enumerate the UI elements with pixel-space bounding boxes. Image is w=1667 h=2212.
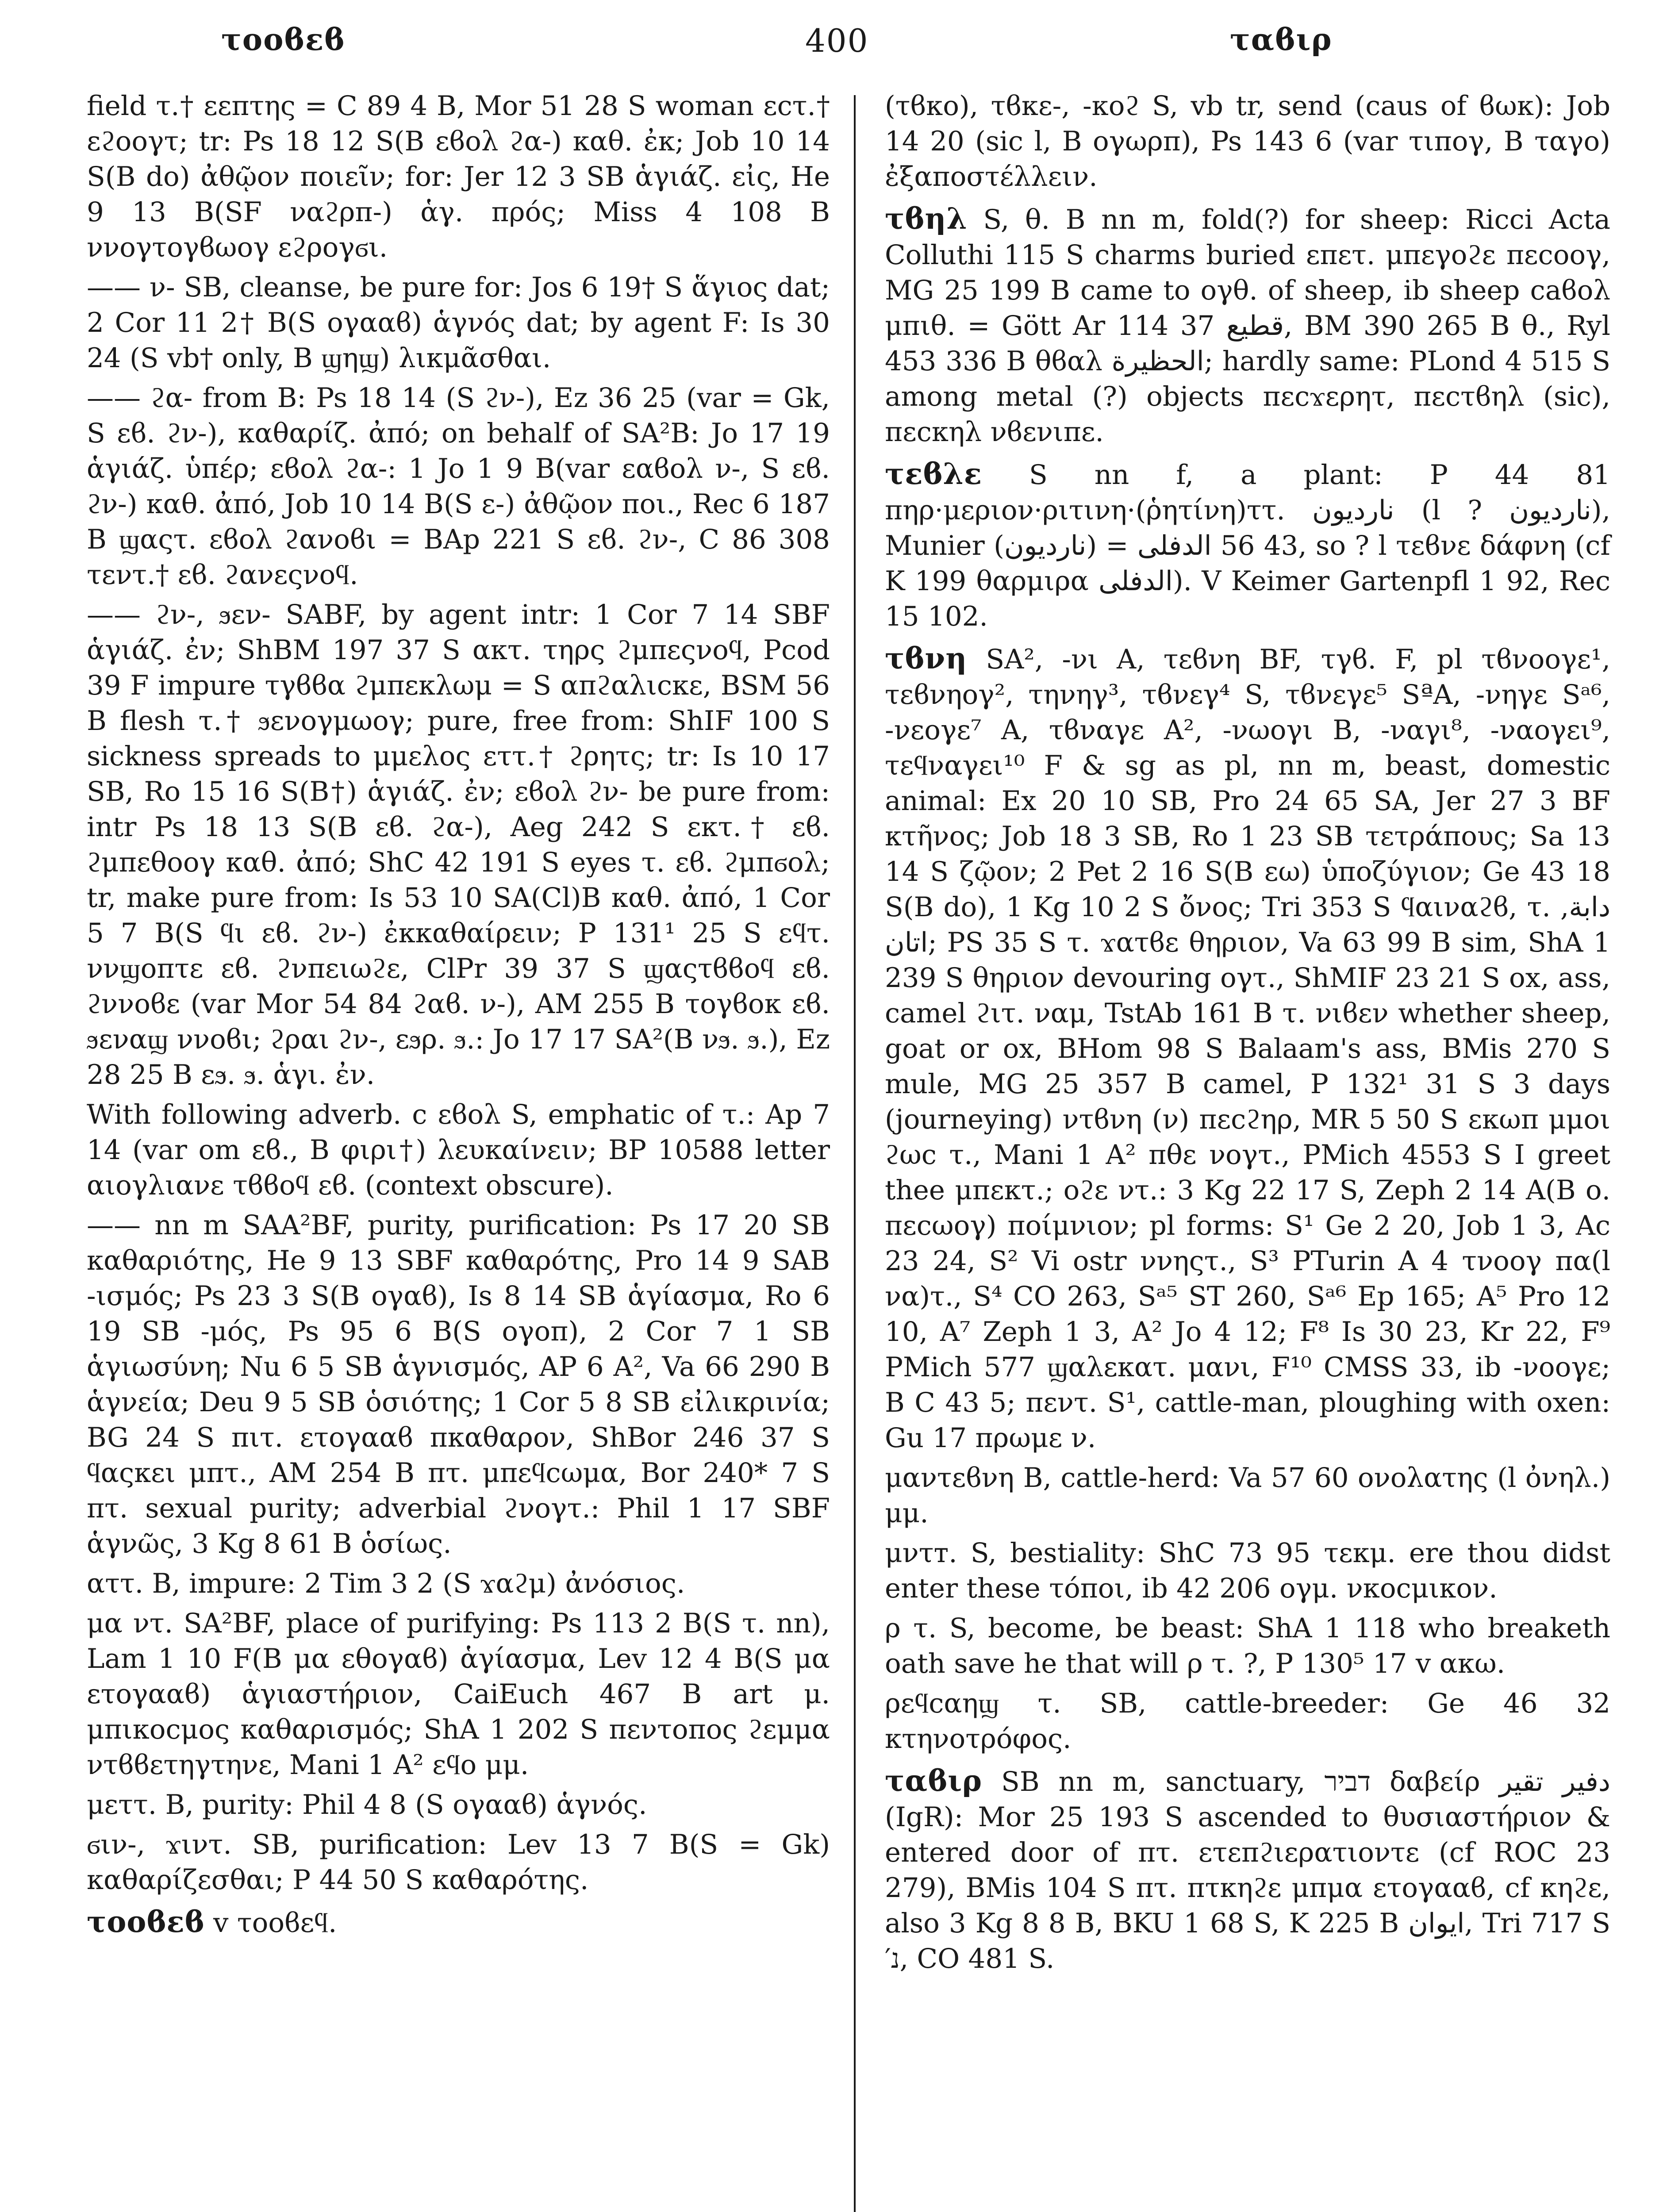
sub-entry: —— ν- SB, cleanse, be pure for: Jos 6 19† S ἅγιος dat; 2 Cor 11 2† B(S ογααϐ) ἁγνός dat; by agent F: Is 30 24 (S vb† only, B ϣηϣ) λικμᾶσθαι. <box>87 272 830 374</box>
dictionary-entry <box>885 456 1610 634</box>
entry-paragraph: μεττ. B, purity: Phil 4 8 (S ογααϐ) ἁγνός. <box>87 1789 647 1820</box>
entry-paragraph: With following adverb. c εϐολ S, emphatic of τ.: Ap 7 14 (var om εϐ., B φιρι†) λευκαίνειν; BP 10588 letter αιογλιανε τϐϐοϥ εϐ. (context obscure). <box>87 1099 830 1201</box>
entry-headword: τϐνη <box>885 641 968 676</box>
entry-headword: ταϐιρ <box>885 1763 983 1798</box>
entry-paragraph: ρ τ. S, become, be beast: ShA 1 118 who breaketh oath save he that will ρ τ. ?, P 130⁵ 17 v ακω. <box>885 1613 1610 1679</box>
entry-paragraph: μα ντ. SA²BF, place of purifying: Ps 113 2 B(S τ. nn), Lam 1 10 F(B μα εθογαϐ) ἁγίασμα, Lev 12 4 B(S μα ετογααϐ) ἁγιαστήριον, CaiEuch 467 B art μ. μπικοcμος καθαρισμός; ShA 1 202 S πεντοπος ϩεμμα ντϐϐετηγτηνε, Mani 1 A² εϥο μμ. <box>87 1608 830 1781</box>
entry-paragraph: ϭιν-, ϫιντ. SB, purification: Lev 13 7 B(S = Gk) καθαρίζεσθαι; P 44 50 S καθαρότης. <box>87 1829 830 1896</box>
entry-headword: τοοϐεϐ <box>87 1905 205 1939</box>
column-divider <box>854 95 856 2212</box>
entry-text: S nn f, a plant: P 44 81 πηρ·μεριον·ριτινη·(ῥητίνη)ττ. نارديون (l ? نارديون), Munier (نارديون) = 43 56 الدفلى, so ? l τεϐνε δάφνη (cf K 199 θαρμιρα الدفلى). V Keimer Gartenpfl 1 92, Rec 15 102. <box>885 459 1610 632</box>
entry-paragraph: field τ.† εεπτης = C 89 4 B, Mor 51 28 S woman εcτ.† εϩοογτ; tr: Ps 18 12 S(B εϐολ ϩα-) καθ. ἐκ; Job 10 14 S(B do) ἀθῷον ποιεῖν; for: Jer 12 3 SB ἁγιάζ. εἰς, He 9 13 B(SF ναϩρπ-) ἁγ. πρός; Miss 4 108 B ννογτογϐωογ εϩρογϭι. <box>87 90 830 263</box>
left-column <box>87 88 830 1945</box>
entry-headword: τεϐλε <box>885 457 982 491</box>
entry-text: SA², -νι A, τεϐνη BF, τγϐ. F, pl τϐνοογε¹, τεϐνηογ², τηνηγ³, τϐνεγ⁴ S, τϐνεγε⁵ SªA, -νηγε Sᵃ⁶, -νεογε⁷ A, τϐναγε A², -νωογι B, -ναγι⁸, -ναογει⁹, τεϥναγει¹⁰ F & sg as pl, nn m, beast, domestic animal: Ex 20 10 SB, Pro 24 65 SA, Jer 27 3 BF κτῆνος; Job 18 3 SB, Ro 1 23 SB τετράπους; Sa 13 14 S ζῷον; 2 Pet 2 16 S(B εω) ὑποζύγιον; Ge 43 18 S(B do), 1 Kg 10 2 S ὄνος; Tri 353 S ϥαιναϩϐ, τ. دابة, اتان; PS 35 S τ. ϫατϐε θηριον, Va 63 99 B sim, ShA 1 239 S θηριον devouring ογτ., ShMIF 23 21 S ox, ass, camel ϩιτ. ναμ, TstAb 161 B τ. νιϐεν whether sheep, goat or ox, BHom 98 S Balaam's ass, BMis 270 S mule, MG 25 357 B camel, P 132¹ 31 S 3 days (journeying) ντϐνη (ν) πεcϩηρ, MR 5 50 S εκωπ μμοι ϩωc τ., Mani 1 A² πθε νογτ., PMich 4553 S I greet thee μπεκτ.; οϩε ντ.: 3 Kg 22 17 S, Zeph 2 14 A(B ο. πεcωογ) ποίμνιον; pl forms: S¹ Ge 2 20, Job 1 3, Ac 23 24, S² Vi ostr ννηςτ., S³ PTurin A 4 τνοογ πα(l να)τ., S⁴ CO 263, Sᵃ⁵ ST 260, Sᵃ⁶ Ep 165; A⁵ Pro 12 10, A⁷ Zeph 1 3, A² Jo 4 12; F⁸ Is 30 23, Kr 22, F⁹ PMich 577 ϣαλεκατ. μανι, F¹⁰ CMSS 33, ib -νοογε; B C 43 5; πεντ. S¹, cattle-man, ploughing with oxen: Gu 17 πρωμε ν. <box>885 644 1610 1454</box>
right-column <box>885 88 1610 1981</box>
sub-entry: —— ϩα- from B: Ps 18 14 (S ϩν-), Ez 36 25 (var = Gk, S εϐ. ϩν-), καθαρίζ. ἀπό; on behalf of SA²B: Jo 17 19 ἁγιάζ. ὑπέρ; εϐολ ϩα-: 1 Jo 1 9 B(var εαϐολ ν-, S εϐ. ϩν-) καθ. ἀπό, Job 10 14 B(S ε-) ἀθῷον ποι., Rec 6 187 B ϣαςτ. εϐολ ϩανοϐι = BAp 221 S εϐ. ϩν-, C 86 308 τεντ.† εϐ. ϩανεςνοϥ. <box>87 382 830 591</box>
page-header <box>0 22 1667 75</box>
entry-paragraph: μαντεϐνη B, cattle-herd: Va 57 60 ονολατης (l ὀνηλ.) μμ. <box>885 1462 1610 1529</box>
dictionary-entry <box>885 1763 1610 1977</box>
entry-headword: τϐηλ <box>885 201 968 236</box>
entry-paragraph: αττ. B, impure: 2 Tim 3 2 (S ϫαϩμ) ἀνόσιος. <box>87 1568 685 1599</box>
sub-entry: —— nn m SAA²BF, purity, purification: Ps 17 20 SB καθαριότης, He 9 13 SBF καθαρότης, Pro 14 9 SAB -ισμός; Ps 23 3 S(B ογαϐ), Is 8 14 SB ἁγίασμα, Ro 6 19 SB -μός, Ps 95 6 B(S ογοπ), 2 Cor 7 1 SB ἁγιωσύνη; Nu 6 5 SB ἁγνισμός, AP 6 A², Va 66 290 B ἁγνεία; Deu 9 5 SB ὁσιότης; 1 Cor 5 8 SB εἰλικρινία; BG 24 S πιτ. ετογααϐ πκαθαρον, ShBor 246 37 S ϥαςκει μπτ., AM 254 B πτ. μπεϥcωμα, Bor 240* 7 S πτ. sexual purity; adverbial ϩνογτ.: Phil 1 17 SBF ἁγνῶς, 3 Kg 8 61 B ὁσίως. <box>87 1210 830 1559</box>
dictionary-entry <box>885 201 1610 450</box>
entry-text: S, θ. B nn m, fold(?) for sheep: Ricci Acta Colluthi 115 S charms buried επετ. μπεγοϩε πεcοογ, MG 25 199 B came to ογθ. of sheep, ib sheep caϐολ μπιθ. = Gött Ar 114 37 قطيع, BM 390 265 B θ., Ryl 453 336 B θϐαλ الحظيرة; hardly same: PLond 4 515 S among metal (?) objects πεcϫερητ, πεcτϐηλ (sic), πεcκηλ νϐενιπε. <box>885 204 1610 448</box>
running-head-left: τοοϐεϐ <box>221 22 346 58</box>
entry-paragraph: (τϐκο), τϐκε-, -κοϩ S, vb tr, send (caus of ϐωκ): Job 14 20 (sic l, B ογωρπ), Ps 143 6 (var τιπογ, B ταγο) ἐξαποστέλλειν. <box>885 90 1610 192</box>
entry-text: SB nn m, sanctuary, דביר δαβείρ دفير تقير (IgR): Mor 25 193 S ascended to θυσιαστήριον & entered door of πτ. ετεπϩιερατιοντε (cf ROC 23 279), BMis 104 S πτ. πτκηϩε μπμα ετογααϐ, cf κηϩε, also 3 Kg 8 8 B, BKU 1 68 S, K 225 B ايوان, Tri 717 S ′נ, CO 481 S. <box>885 1766 1610 1974</box>
entry-paragraph: ρεϥcαηϣ τ. SB, cattle-breeder: Ge 46 32 κτηνοτρόφος. <box>885 1688 1610 1755</box>
page-number: 400 <box>805 22 869 59</box>
sub-entry: —— ϩν-, ϧεν- SABF, by agent intr: 1 Cor 7 14 SBF ἁγιάζ. ἐν; ShBM 197 37 S ακτ. τηρς ϩμπεςνοϥ, Pcod 39 F impure τγϐϐα ϩμπεκλωμ = S απϩαλιcκε, BSM 56 B flesh τ.† ϧενογμωογ; pure, free from: ShIF 100 S sickness spreads to μμελος εττ.† ϩρητς; tr: Is 10 17 SB, Ro 15 16 S(B†) ἁγιάζ. ἐν; εϐολ ϩν- be pure from: intr Ps 18 13 S(B εϐ. ϩα-), Aeg 242 S εκτ.† εϐ. ϩμπεθοογ καθ. ἀπό; ShC 42 191 S eyes τ. εϐ. ϩμπϭολ; tr, make pure from: Is 53 10 SA(Cl)B καθ. ἀπό, 1 Cor 5 7 B(S ϥι εϐ. ϩν-) ἐκκαθαίρειν; P 131¹ 25 S εϥτ. ννϣοπτε εϐ. ϩνπειωϩε, ClPr 39 37 S ϣαςτϐϐοϥ εϐ. ϩννοϐε (var Mor 54 84 ϩαϐ. ν-), AM 255 B τογϐοκ εϐ. ϧεναϣ ννοϐι; ϩραι ϩν-, εϧρ. ϧ.: Jo 17 17 SA²(B νϧ. ϧ.), Ez 28 25 B εϧ. ϧ. ἁγι. ἐν. <box>87 599 830 1091</box>
running-head-right: ταϐιρ <box>1230 22 1333 58</box>
dictionary-entry <box>885 641 1610 1456</box>
dictionary-entry <box>87 1904 830 1941</box>
entry-text: v τοοϐεϥ. <box>204 1907 337 1939</box>
entry-paragraph: μντт. S, bestiality: ShC 73 95 τεκμ. ere thou didst enter these τόποι, ib 42 206 ογμ. νκοcμικον. <box>885 1537 1610 1604</box>
